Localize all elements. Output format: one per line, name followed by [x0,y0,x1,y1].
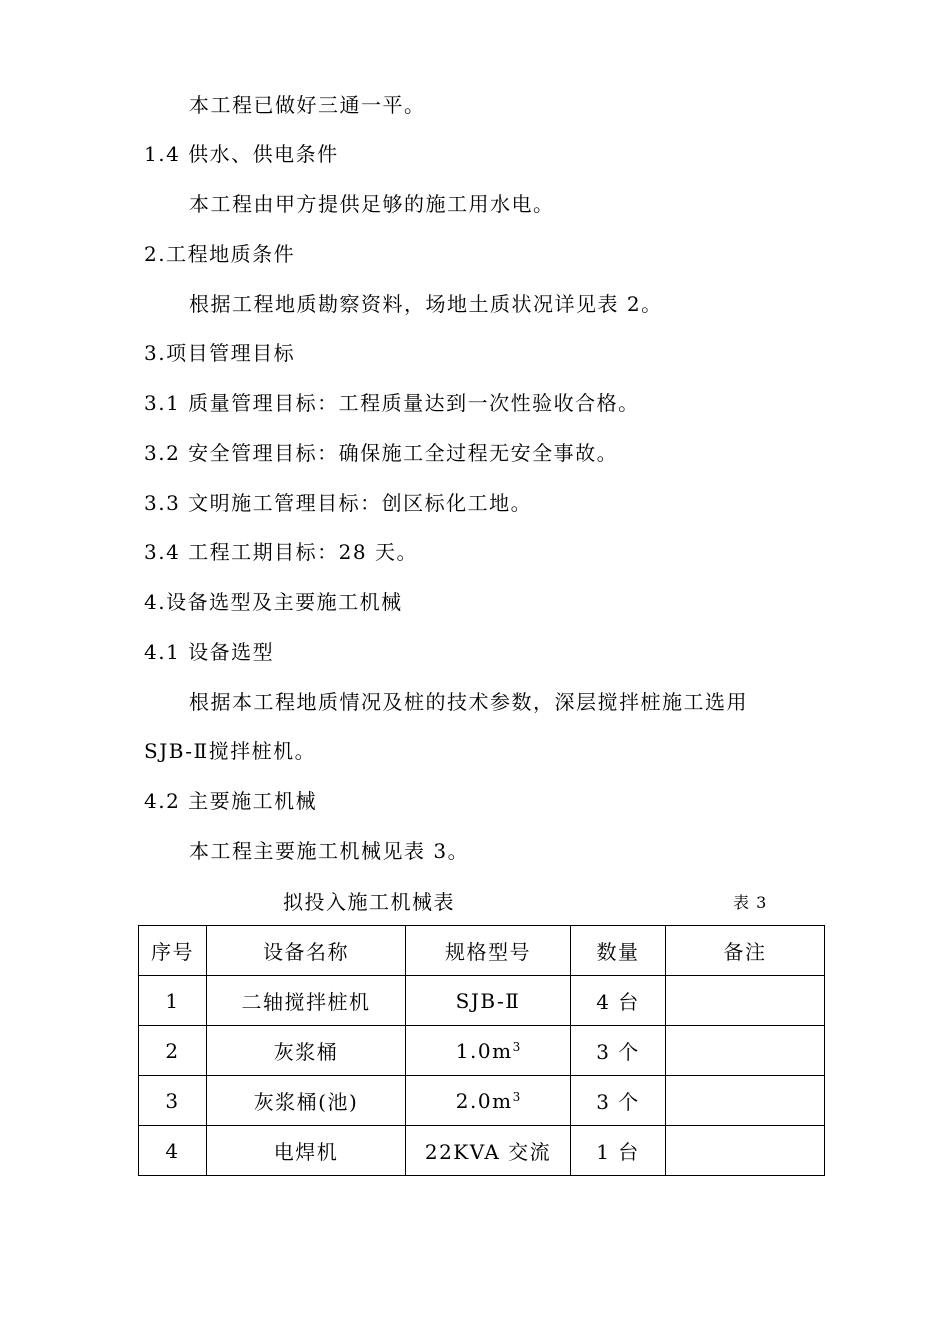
spec-text: 22KVA 交流 [424,1140,552,1164]
paragraph: 根据工程地质勘察资料，场地土质状况详见表 2。 [189,292,663,316]
paragraph: 3.1 质量管理目标：工程质量达到一次性验收合格。 [144,391,640,415]
section-heading: 3.项目管理目标 [144,341,296,365]
cell-no: 2 [139,1026,207,1076]
cell-name: 电焊机 [207,1126,406,1176]
paragraph: SJB-Ⅱ搅拌桩机。 [144,739,317,763]
cell-qty: 3 个 [571,1026,666,1076]
cell-spec [406,1126,571,1176]
spec-exponent: 3 [512,1089,521,1104]
cell-name: 灰浆桶 [207,1026,406,1076]
cell-qty: 1 台 [571,1126,666,1176]
section-heading: 1.4 供水、供电条件 [144,142,339,166]
header-no: 序号 [139,926,207,976]
spec-exponent: 3 [512,1039,521,1054]
cell-name: 灰浆桶(池) [207,1076,406,1126]
section-heading: 4.2 主要施工机械 [144,789,318,813]
spec-text: 2.0m [455,1088,513,1113]
paragraph: 根据本工程地质情况及桩的技术参数，深层搅拌桩施工选用 [189,690,748,714]
header-name: 设备名称 [207,926,406,976]
header-qty: 数量 [571,926,666,976]
header-note: 备注 [666,926,825,976]
cell-note [666,1126,825,1176]
table-row [139,1026,825,1076]
cell-note [666,1026,825,1076]
paragraph: 本工程主要施工机械见表 3。 [189,839,470,863]
cell-spec [406,976,571,1026]
cell-qty: 3 个 [571,1076,666,1126]
table-row [139,976,825,1026]
spec-text: SJB-Ⅱ [455,988,521,1013]
paragraph: 3.3 文明施工管理目标：创区标化工地。 [144,491,533,515]
section-heading: 4.设备选型及主要施工机械 [144,590,403,614]
cell-no: 4 [139,1126,207,1176]
cell-note [666,1076,825,1126]
paragraph: 本工程已做好三通一平。 [189,93,426,117]
cell-no: 3 [139,1076,207,1126]
cell-qty: 4 台 [571,976,666,1026]
section-heading: 2.工程地质条件 [144,242,296,266]
paragraph: 3.2 安全管理目标：确保施工全过程无安全事故。 [144,441,619,465]
spec-text: 1.0m [455,1038,513,1063]
table-row [139,1126,825,1176]
table-row [139,1076,825,1126]
header-spec: 规格型号 [406,926,571,976]
table-header-row [139,926,825,976]
table-number: 表 3 [733,893,768,912]
cell-name: 二轴搅拌桩机 [207,976,406,1026]
section-heading: 4.1 设备选型 [144,640,275,664]
equipment-table [138,925,825,1176]
cell-note [666,976,825,1026]
cell-no: 1 [139,976,207,1026]
table-caption: 拟投入施工机械表 [283,890,455,914]
paragraph: 3.4 工程工期目标：28 天。 [144,540,418,564]
cell-spec [406,1076,571,1126]
cell-spec [406,1026,571,1076]
paragraph: 本工程由甲方提供足够的施工用水电。 [189,192,555,216]
